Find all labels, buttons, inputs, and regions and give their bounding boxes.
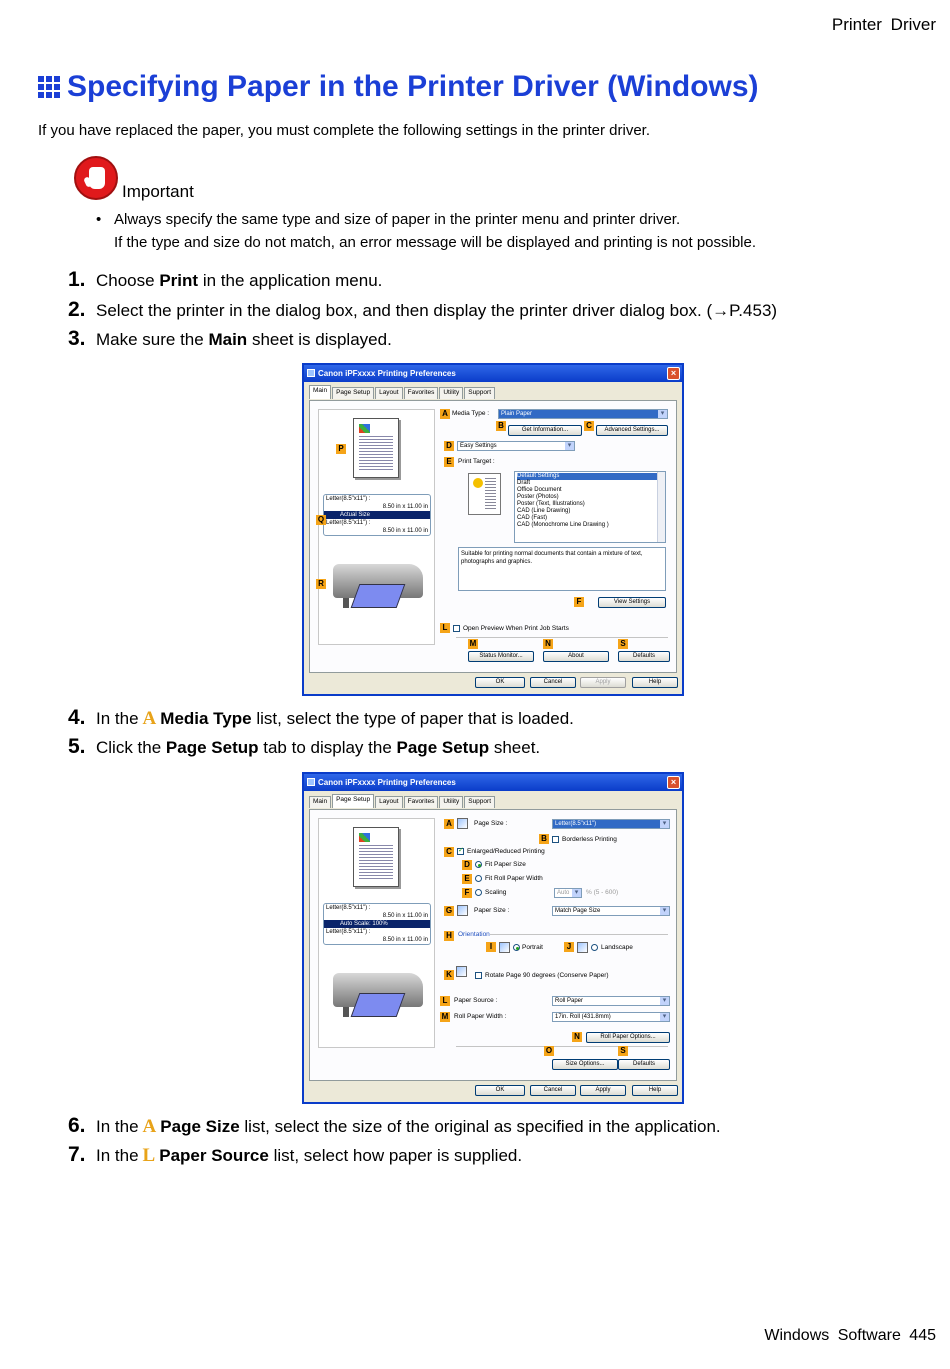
footer-section: Windows Software: [764, 1327, 901, 1344]
list-item[interactable]: CAD (Fast): [517, 515, 547, 521]
list-item[interactable]: CAD (Line Drawing): [517, 508, 571, 514]
label-a: A: [440, 409, 450, 419]
tab-support[interactable]: Support: [464, 387, 495, 399]
tab-page-setup[interactable]: Page Setup: [332, 387, 374, 399]
scaling-radio[interactable]: [475, 889, 482, 896]
actual-size-row: Actual Size: [324, 511, 430, 519]
step-6: 6. In the A Page Size list, select the size of the original as specified in the application.: [68, 1114, 721, 1137]
cancel-button[interactable]: Cancel: [530, 1085, 576, 1096]
apply-button[interactable]: Apply: [580, 677, 626, 688]
bullet-line-1: Always specify the same type and size of paper in the printer menu and printer driver.: [114, 211, 681, 228]
page-title-text: Specifying Paper in the Printer Driver (Windows): [67, 70, 759, 103]
dialog-tabs: [309, 387, 496, 399]
label-d: D: [444, 441, 454, 451]
tab-main[interactable]: Main: [309, 796, 331, 808]
print-target-label: Print Target :: [458, 458, 495, 465]
list-item[interactable]: Default Settings: [517, 473, 663, 480]
main-sheet-dialog: [302, 363, 684, 696]
label-g: G: [445, 906, 453, 915]
step-7: 7. In the L Paper Source list, select how paper is supplied.: [68, 1143, 523, 1166]
page-number: 445: [909, 1327, 936, 1344]
printer-illustration: [333, 554, 425, 609]
important-bullet: [96, 208, 756, 254]
enlarged-reduced-checkbox[interactable]: [457, 848, 464, 855]
label-n: N: [572, 1032, 582, 1042]
page-preview-thumbnail: [353, 418, 399, 478]
close-icon[interactable]: ×: [667, 776, 680, 789]
fit-roll-width-radio[interactable]: [475, 875, 482, 882]
tab-main[interactable]: Main: [309, 385, 331, 399]
paper-size-label: Paper Size :: [474, 907, 510, 914]
divider: [456, 1046, 668, 1047]
label-e: E: [444, 457, 454, 467]
list-scrollbar[interactable]: [657, 472, 665, 542]
running-footer: [764, 1327, 936, 1345]
auto-scale-row: Auto Scale: 100%: [324, 920, 430, 928]
list-item[interactable]: Poster (Photos): [517, 494, 559, 500]
running-header: Printer Driver: [831, 15, 936, 34]
paper-size-icon: [457, 905, 468, 916]
borderless-label: Borderless Printing: [562, 836, 617, 843]
tab-page-setup[interactable]: Page Setup: [332, 794, 374, 808]
label-n: N: [543, 639, 553, 649]
page-size-icon: [457, 818, 468, 829]
scaling-label: Scaling: [485, 889, 507, 896]
intro-text: If you have replaced the paper, you must complete the following settings in the printer driver.: [38, 122, 651, 139]
divider: [456, 637, 668, 638]
page-setup-dialog: [302, 772, 684, 1104]
label-l: L: [440, 996, 450, 1006]
label-b: B: [496, 421, 506, 431]
label-f: F: [574, 597, 584, 607]
media-type-select[interactable]: Plain Paper ▾: [498, 409, 668, 419]
easy-settings-select[interactable]: Easy Settings ▾: [457, 441, 575, 451]
open-preview-checkbox[interactable]: [453, 625, 460, 632]
tab-layout[interactable]: Layout: [375, 796, 403, 808]
printer-illustration: [333, 963, 425, 1018]
stop-hand-icon: [74, 156, 118, 200]
rotate-label: Rotate Page 90 degrees (Conserve Paper): [485, 972, 609, 979]
paper-size-select[interactable]: Match Page Size ▾: [552, 906, 670, 916]
paper-source-select[interactable]: Roll Paper ▾: [552, 996, 670, 1006]
tab-favorites[interactable]: Favorites: [404, 387, 439, 399]
roll-width-select[interactable]: 17in. Roll (431.8mm) ▾: [552, 1012, 670, 1022]
paper-size-info: Letter(8.5"x11") : 8.50 in x 11.00 in Auto Scale: 100% Letter(8.5"x11") : 8.50 in x 11.00 in: [323, 903, 431, 945]
bullet-line-2: If the type and size do not match, an error message will be displayed and printing is not possible.: [114, 234, 757, 251]
tab-layout[interactable]: Layout: [375, 387, 403, 399]
help-button[interactable]: Help: [632, 1085, 678, 1096]
roll-width-label: Roll Paper Width :: [454, 1013, 507, 1020]
label-b: B: [539, 834, 549, 844]
portrait-icon: [499, 942, 510, 953]
list-item[interactable]: Office Document: [517, 487, 562, 493]
page-size-select[interactable]: Letter(8.5"x11") ▾: [552, 819, 670, 829]
fit-roll-width-label: Fit Roll Paper Width: [485, 875, 543, 882]
label-s: S: [618, 639, 628, 649]
rotate-checkbox[interactable]: [475, 972, 482, 979]
label-c: C: [584, 421, 594, 431]
page-preview-thumbnail: [353, 827, 399, 887]
apply-button[interactable]: Apply: [580, 1085, 626, 1096]
paper-size-info: Letter(8.5"x11") : 8.50 in x 11.00 in Actual Size Letter(8.5"x11") : 8.50 in x 11.00 in: [323, 494, 431, 536]
open-preview-label: Open Preview When Print Job Starts: [463, 625, 569, 632]
help-button[interactable]: Help: [632, 677, 678, 688]
get-information-button[interactable]: Get Information...: [508, 425, 582, 436]
printer-app-icon: [307, 369, 315, 377]
close-icon[interactable]: ×: [667, 367, 680, 380]
landscape-label: Landscape: [601, 944, 633, 951]
label-m: M: [441, 1012, 449, 1021]
section-grid-icon: [38, 76, 60, 98]
orientation-label: Orientation: [458, 931, 490, 938]
step-3: 3. Make sure the Main sheet is displayed.: [68, 327, 392, 350]
list-item[interactable]: Poster (Text, Illustrations): [517, 501, 585, 507]
label-e: E: [462, 874, 472, 884]
dialog-tabs: [309, 796, 496, 808]
preview-area: [318, 409, 435, 645]
advanced-settings-button[interactable]: Advanced Settings...: [596, 425, 668, 436]
borderless-checkbox[interactable]: [552, 836, 559, 843]
cancel-button[interactable]: Cancel: [530, 677, 576, 688]
landscape-radio[interactable]: [591, 944, 598, 951]
label-r: R: [316, 579, 326, 589]
print-target-list[interactable]: [514, 471, 666, 543]
divider: [490, 934, 668, 935]
page-reference-link[interactable]: (→P.453): [706, 301, 778, 320]
step-5: 5. Click the Page Setup tab to display the Page Setup sheet.: [68, 735, 541, 758]
label-h: H: [444, 931, 454, 941]
label-p: P: [336, 444, 346, 454]
page-title: [38, 70, 759, 104]
fit-paper-size-radio[interactable]: [475, 861, 482, 868]
size-options-button[interactable]: Size Options...: [552, 1059, 618, 1070]
enlarged-reduced-label: Enlarged/Reduced Printing: [467, 848, 545, 855]
step-1: 1. Choose Print in the application menu.: [68, 268, 383, 291]
label-o: O: [545, 1046, 553, 1055]
defaults-button[interactable]: Defaults: [618, 1059, 670, 1070]
step-2: 2. Select the printer in the dialog box, and then display the printer driver dialog box. (→P.453): [68, 298, 778, 321]
main-panel: [309, 400, 677, 673]
label-k: K: [444, 970, 454, 980]
dialog-titlebar: Canon iPFxxxx Printing Preferences ×: [304, 774, 682, 791]
bullet-dot: •: [96, 211, 102, 228]
status-monitor-button[interactable]: Status Monitor...: [468, 651, 534, 662]
label-c: C: [444, 847, 454, 857]
scaling-range-label: % (5 - 600): [586, 889, 619, 896]
portrait-radio[interactable]: [513, 944, 520, 951]
page-size-label: Page Size :: [474, 820, 508, 827]
printer-app-icon: [307, 778, 315, 786]
label-j: J: [564, 942, 574, 952]
label-a: A: [444, 819, 454, 829]
target-description: Suitable for printing normal documents that contain a mixture of text, photographs and graphics.: [458, 547, 666, 591]
label-f: F: [462, 888, 472, 898]
preview-area: [318, 818, 435, 1048]
fit-paper-size-label: Fit Paper Size: [485, 861, 526, 868]
roll-paper-options-button[interactable]: Roll Paper Options...: [586, 1032, 670, 1043]
label-l: L: [440, 623, 450, 633]
ok-button[interactable]: OK: [475, 677, 525, 688]
tab-support[interactable]: Support: [464, 796, 495, 808]
page-setup-panel: [309, 809, 677, 1081]
ok-button[interactable]: OK: [475, 1085, 525, 1096]
landscape-icon: [577, 942, 588, 953]
print-target-preview: [468, 473, 501, 515]
scaling-input[interactable]: Auto ▾: [554, 888, 582, 898]
label-s: S: [618, 1046, 628, 1056]
tab-utility[interactable]: Utility: [439, 387, 463, 399]
view-settings-button[interactable]: View Settings: [598, 597, 666, 608]
important-label: Important: [122, 182, 194, 201]
label-m: M: [469, 639, 477, 648]
label-i: I: [486, 942, 496, 952]
label-q: Q: [317, 515, 325, 524]
dialog-titlebar: Canon iPFxxxx Printing Preferences ×: [304, 365, 682, 382]
step-4: 4. In the A Media Type list, select the type of paper that is loaded.: [68, 706, 574, 729]
list-item[interactable]: CAD (Monochrome Line Drawing ): [517, 522, 609, 528]
tab-favorites[interactable]: Favorites: [404, 796, 439, 808]
rotate-icon: [456, 966, 467, 977]
defaults-button[interactable]: Defaults: [618, 651, 670, 662]
tab-utility[interactable]: Utility: [439, 796, 463, 808]
portrait-label: Portrait: [522, 944, 543, 951]
media-type-label: Media Type :: [452, 410, 490, 417]
label-d: D: [462, 860, 472, 870]
list-item[interactable]: Draft: [517, 480, 531, 486]
paper-source-label: Paper Source :: [454, 997, 498, 1004]
about-button[interactable]: About: [543, 651, 609, 662]
